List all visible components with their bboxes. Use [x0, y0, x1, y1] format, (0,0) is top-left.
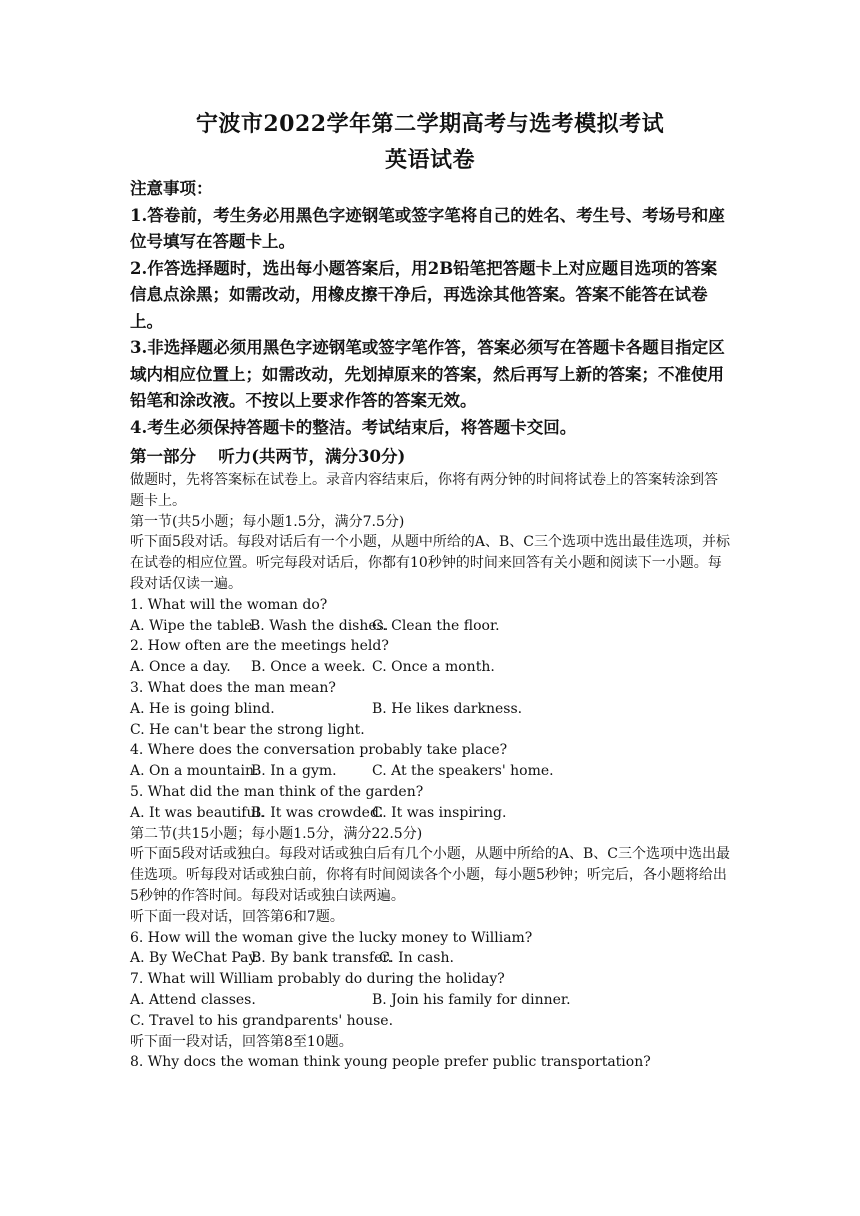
- q6-option-a: A. By WeChat Pay.: [130, 950, 259, 967]
- q3-option-c: C. He can't bear the strong light.: [130, 721, 365, 738]
- q5-option-a: A. It was beautiful.: [130, 804, 265, 821]
- notice-item-1: 1.答卷前，考生务必用黑色字迹钢笔或签字笔将自己的姓名、考生号、考场号和座位号填写在答题卡上。: [130, 205, 725, 251]
- part1-instruction: 做题时，先将答案标在试卷上。录音内容结束后，你将有两分钟的时间将试卷上的答案转涂到答题卡上。: [130, 472, 718, 509]
- question-4-options: [130, 761, 730, 782]
- dialog-6-intro: 听下面一段对话，回答第6和7题。: [130, 908, 344, 925]
- q3-option-b: B. He likes darkness.: [372, 700, 523, 717]
- q3-option-a: A. He is going blind.: [130, 700, 275, 717]
- q4-option-a: A. On a mountain.: [130, 763, 259, 780]
- question-6: 6. How will the woman give the lucky money to William?: [130, 929, 533, 946]
- q2-option-c: C. Once a month.: [372, 659, 495, 676]
- q4-option-b: B. In a gym.: [251, 763, 337, 780]
- question-6-options: [130, 948, 730, 969]
- q2-option-a: A. Once a day.: [130, 659, 231, 676]
- section1-heading: 第一节(共5小题；每小题1.5分，满分7.5分): [130, 513, 405, 530]
- question-2-options: [130, 657, 730, 678]
- q6-option-b: B. By bank transfer.: [251, 950, 393, 967]
- question-5-options: [130, 803, 730, 824]
- exam-title: 宁波市2022学年第二学期高考与选考模拟考试: [195, 111, 665, 137]
- notice-heading: 注意事项：: [130, 179, 213, 198]
- question-1-options: [130, 616, 730, 637]
- part1-heading: 第一部分 听力(共两节，满分30分): [130, 447, 406, 466]
- exam-subtitle: 英语试卷: [384, 147, 475, 173]
- q1-option-c: C. Clean the floor.: [372, 617, 500, 634]
- dialog-8-intro: 听下面一段对话，回答第8至10题。: [130, 1033, 353, 1050]
- notice-item-2: 2.作答选择题时，选出每小题答案后，用2B铅笔把答题卡上对应题目选项的答案信息点涂黑；如需改动，用橡皮擦干净后，再选涂其他答案。答案不能答在试卷上。: [130, 258, 718, 331]
- question-4: 4. Where does the conversation probably take place?: [130, 742, 508, 759]
- question-7-options-ab: [130, 990, 730, 1011]
- question-3: 3. What does the man mean?: [130, 679, 336, 696]
- question-3-options-ab: [130, 699, 730, 720]
- section2-instruction: 听下面5段对话或独白。每段对话或独白后有几个小题，从题中所给的A、B、C三个选项中选出最佳选项。听每段对话或独白前，你将有时间阅读各个小题，每小题5秒钟；听完后，各小题将给出5秒钟的作答时间。每段对话或独白读两遍。: [130, 846, 731, 904]
- section2-heading: 第二节(共15小题；每小题1.5分，满分22.5分): [130, 825, 423, 842]
- q4-option-c: C. At the speakers' home.: [372, 763, 554, 780]
- q1-option-a: A. Wipe the table.: [130, 617, 257, 634]
- question-7: 7. What will William probably do during the holiday?: [130, 971, 505, 988]
- notice-item-4: 4.考生必须保持答题卡的整洁。考试结束后，将答题卡交回。: [130, 417, 577, 437]
- question-1: 1. What will the woman do?: [130, 596, 328, 613]
- notice-block: [130, 176, 730, 441]
- q7-option-b: B. Join his family for dinner.: [372, 991, 571, 1008]
- question-2: 2. How often are the meetings held?: [130, 638, 389, 655]
- q2-option-b: B. Once a week.: [251, 659, 366, 676]
- part1-body: [130, 470, 730, 1073]
- question-8: 8. Why docs the woman think young people prefer public transportation?: [130, 1054, 651, 1071]
- question-5: 5. What did the man think of the garden?: [130, 783, 424, 800]
- notice-item-3: 3.非选择题必须用黑色字迹钢笔或签字笔作答，答案必须写在答题卡各题目指定区域内相应位置上；如需改动，先划掉原来的答案，然后再写上新的答案；不准使用铅笔和涂改液。不按以上要求作答的答案无效。: [130, 338, 725, 410]
- q1-option-b: B. Wash the dishes.: [250, 617, 389, 634]
- q5-option-c: C. It was inspiring.: [372, 804, 507, 821]
- q7-option-c: C. Travel to his grandparents' house.: [130, 1012, 394, 1029]
- section1-instruction: 听下面5段对话。每段对话后有一个小题，从题中所给的A、B、C三个选项中选出最佳选项，并标在试卷的相应位置。听完每段对话后，你都有10秒钟的时间来回答有关小题和阅读下一小题。每段对话仅读一遍。: [130, 534, 731, 592]
- q6-option-c: C. In cash.: [379, 950, 454, 967]
- q7-option-a: A. Attend classes.: [130, 991, 256, 1008]
- q5-option-b: B. It was crowded.: [251, 804, 384, 821]
